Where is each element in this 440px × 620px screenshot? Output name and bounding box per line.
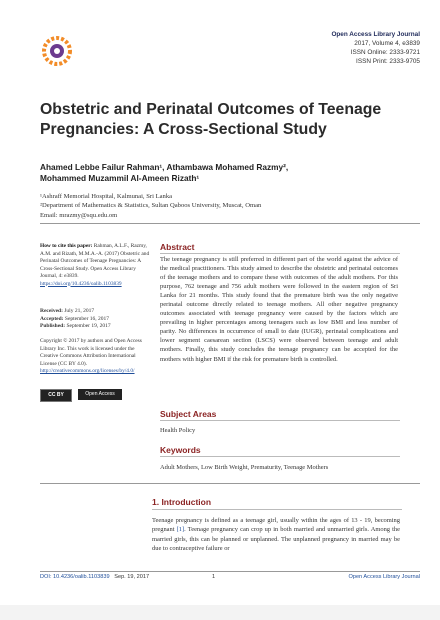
copyright-text: Copyright © 2017 by authors and Open Access Library Inc. This work is licensed under the Creative Commons Attribution International License (CC BY 4.0). [40,338,142,367]
introduction-heading: 1. Introduction [152,497,212,507]
keywords-text: Adult Mothers, Low Birth Weight, Prematurity, Teenage Mothers [160,464,329,471]
cc-license-badge[interactable]: CC BY [40,389,72,402]
cite-text: Rahman, A.L.F., Razmy, A.M. and Rizath, M.M.A.-A. (2017) Obstetric and Perinatal Outcomes of Teenage Pregnancies: A Cross-Sectional Study. Open Access Library Journal, 4: e3839. [40,243,150,279]
subject-areas-text: Health Policy [160,427,196,434]
page-number: 1 [212,574,216,580]
license-link[interactable]: http://creativecommons.org/licenses/by/4.0/ [40,368,135,374]
journal-volume: 2017, Volume 4, e3839 [354,40,420,47]
author-line-2: Mohammed Muzammil Al-Ameen Rizath¹ [40,173,200,183]
author-email[interactable]: Email: mrazmy@squ.edu.om [40,212,118,219]
abstract-heading: Abstract [160,242,195,252]
publication-dates [40,308,150,331]
received-date: July 21, 2017 [64,308,95,314]
journal-logo-icon [40,34,74,68]
received-label: Received: [40,308,63,314]
open-access-badge[interactable]: Open Access [78,389,122,400]
divider [152,509,402,510]
author-list [40,162,420,184]
footer-band [0,605,440,620]
introduction-text [152,516,400,554]
footer-doi [40,574,149,580]
abstract-text: The teenage pregnancy is still preferred in different part of the world against the advice of the medical practitioners. This study aimed to describe the obstetric and perinatal outcomes of the teenage mothers and to compare these with outcomes of the adult mothers. For this purpose, 762 teenage and 756 adult mothers were followed in the eastern region of Sri Lanka for 21 months. This study found that the premature birth was the only negative perinatal outcome directly related to teenage mothers. All other negative pregnancy outcomes associated with teenage pregnancy were caused by the factors which are prevailing in higher percentages among teenagers such as low BMI and less number of parity. No differences in occurrence of small to date (IUGR), perinatal complications and lower segment caesarean section (LSCS) were observed between teenage and adult mothers. Finally, this study concludes the teenage pregnancy can be accepted for the mothers with higher BMI if the risk for premature birth is controlled. [160,256,398,363]
footer-doi-text[interactable]: DOI: 10.4236/oalib.1103839 [40,574,110,580]
footer-journal-name: Open Access Library Journal [348,574,420,580]
copyright-block [40,338,152,376]
cite-label: How to cite this paper: [40,243,93,249]
journal-info [331,30,420,66]
author-line-1: Ahamed Lebbe Failur Rahman¹, Athambawa Mohamed Razmy², [40,162,289,172]
reference-link[interactable]: [1] [176,526,185,534]
accepted-date: September 16, 2017 [64,315,110,322]
subject-areas-heading: Subject Areas [160,409,217,419]
divider [160,420,400,421]
divider [160,456,400,457]
intro-text-part-1: Teenage pregnancy is defined as a teenage girl, usually within the ages of 13 - 19, becoming pregnant [152,517,400,534]
issn-print: ISSN Print: 2333-9705 [356,58,420,65]
affiliation-1: ¹Ashraff Memorial Hospital, Kalmunai, Sri Lanka [40,193,173,200]
issn-online: ISSN Online: 2333-9721 [350,49,420,56]
footer-date: Sep. 19, 2017 [114,574,150,580]
published-date: September 19, 2017 [66,323,111,330]
paper-title: Obstetric and Perinatal Outcomes of Teenage Pregnancies: A Cross-Sectional Study [40,101,382,138]
affiliation-2: ²Department of Mathematics & Statistics, Sultan Qaboos University, Muscat, Oman [40,202,262,209]
divider [160,253,400,254]
cite-doi-link[interactable]: https://doi.org/10.4236/oalib.1103839 [40,280,122,287]
citation-block [40,243,150,288]
footer-divider [40,571,420,572]
published-label: Published: [40,323,66,330]
keywords-heading: Keywords [160,445,201,455]
accepted-label: Accepted: [40,315,64,322]
intro-text-part-2: . Teenage pregnancy can crop up in both married and unmarried girls. Among the married girls, this can be planned or unplanned. The unplanned pregnancy in married may be due to contraceptive failure or [152,526,400,553]
divider [40,483,420,484]
divider [40,223,420,224]
journal-name: Open Access Library Journal [331,31,420,38]
